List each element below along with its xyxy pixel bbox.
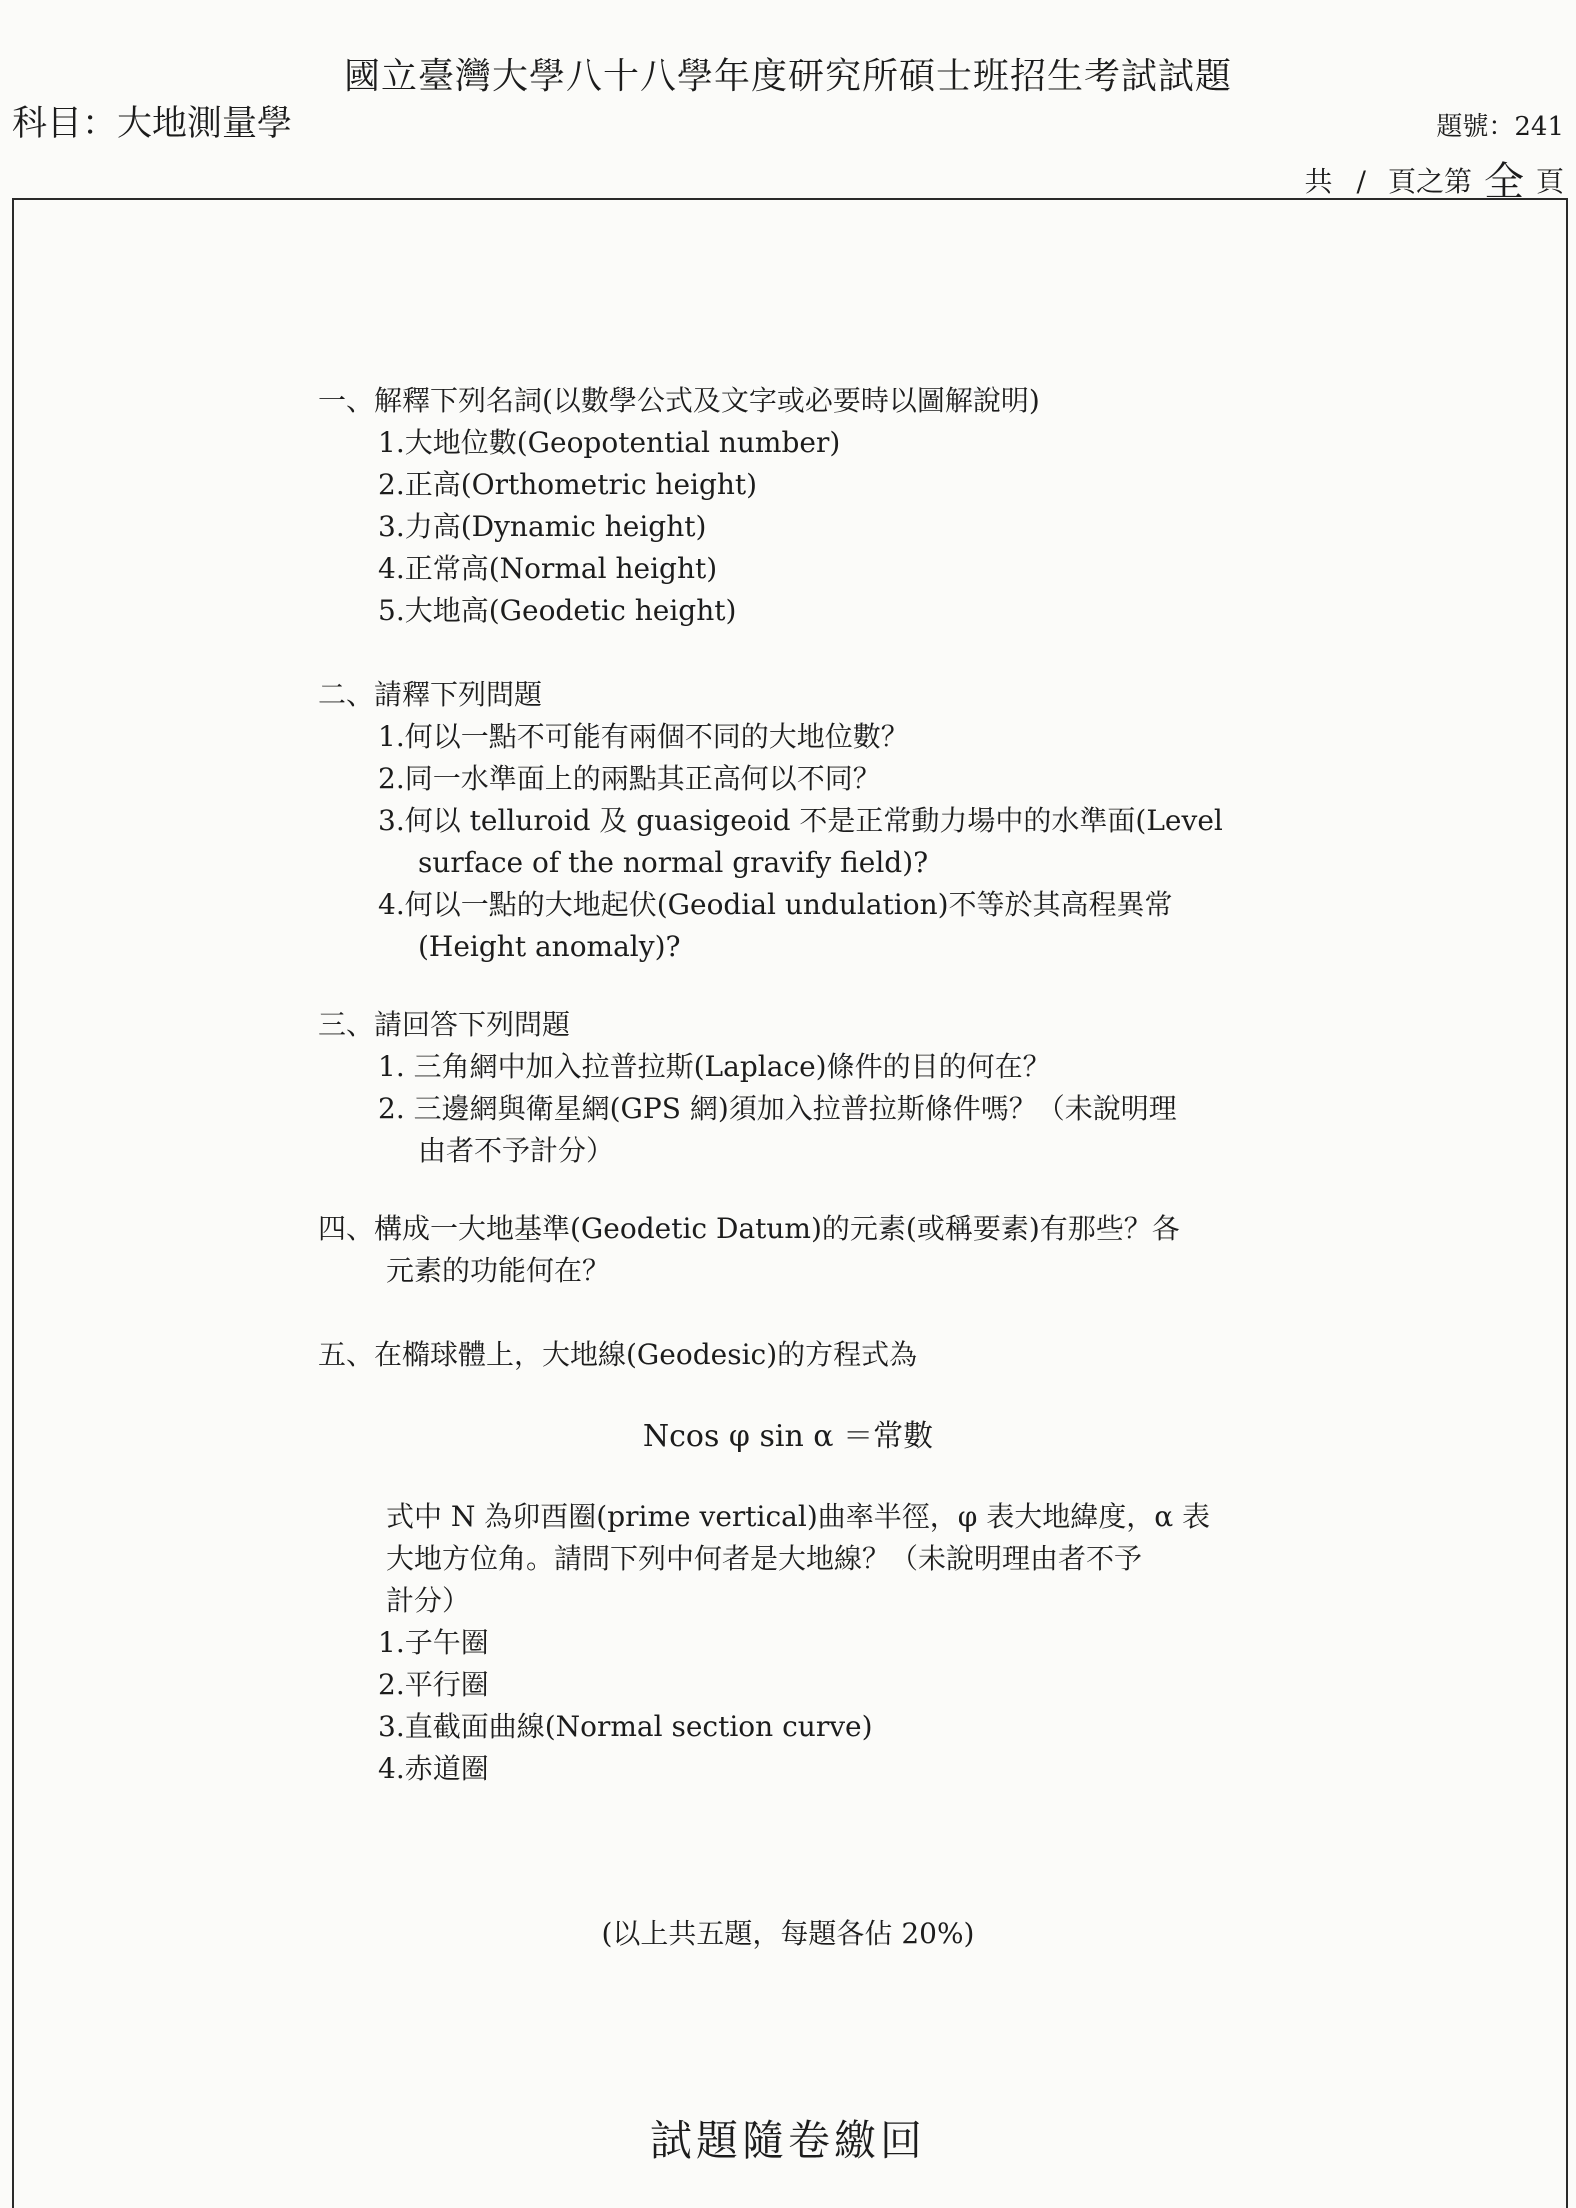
page-suffix: 頁 (1535, 165, 1564, 198)
question-1-item: 3.力高(Dynamic height) (378, 510, 707, 543)
question-1-item: 5.大地高(Geodetic height) (378, 594, 737, 627)
question-5-heading: 五、在橢球體上，大地線(Geodesic)的方程式為 (318, 1338, 918, 1371)
question-5-item: 2.平行圈 (378, 1668, 489, 1701)
question-2-item: 1.何以一點不可能有兩個不同的大地位數？ (378, 720, 909, 753)
question-5-desc: 大地方位角。請問下列中何者是大地線？（未說明理由者不予 (386, 1542, 1143, 1575)
question-1-heading: 一、解釋下列名詞(以數學公式及文字或必要時以圖解說明) (318, 384, 1040, 417)
question-5-item: 1.子午圈 (378, 1626, 489, 1659)
question-5-desc: 式中 N 為卯酉圈(prime vertical)曲率半徑，φ 表大地緯度，α 表 (386, 1500, 1211, 1533)
question-4 (318, 1208, 1180, 1292)
page-total: 全 (1483, 159, 1524, 205)
question-3 (318, 1004, 1177, 1172)
question-2 (318, 674, 1223, 968)
question-2-item: 4.何以一點的大地起伏(Geodial undulation)不等於其高程異常 (378, 888, 1173, 921)
subject-label: 科目：大地測量學 (12, 104, 293, 144)
question-3-item-cont: 由者不予計分） (418, 1134, 615, 1167)
question-2-item-cont: surface of the normal gravify field)? (418, 846, 929, 879)
question-2-heading: 二、請釋下列問題 (318, 678, 543, 711)
question-1-item: 2.正高(Orthometric height) (378, 468, 758, 501)
question-4-line: 四、構成一大地基準(Geodetic Datum)的元素(或稱要素)有那些？各 (318, 1212, 1180, 1245)
score-note: (以上共五題，每題各佔 20%) (601, 1917, 975, 1950)
page-mid: 頁之第 (1387, 165, 1472, 198)
question-5-item: 4.赤道圈 (378, 1752, 489, 1785)
question-1-item: 1.大地位數(Geopotential number) (378, 426, 841, 459)
question-3-heading: 三、請回答下列問題 (318, 1008, 571, 1041)
question-2-item-cont: (Height anomaly)? (418, 930, 681, 963)
exam-code: 題號：241 (1436, 112, 1564, 142)
question-5 (318, 1334, 917, 1376)
question-5-item: 3.直截面曲線(Normal section curve) (378, 1710, 873, 1743)
question-5-desc: 計分） (386, 1584, 471, 1617)
question-3-item: 1. 三角網中加入拉普拉斯(Laplace)條件的目的何在？ (378, 1050, 1051, 1083)
question-3-item: 2. 三邊網與衛星網(GPS 網)須加入拉普拉斯條件嗎？（未說明理 (378, 1092, 1177, 1125)
question-2-item: 3.何以 telluroid 及 guasigeoid 不是正常動力場中的水準面(Level (378, 804, 1223, 837)
page-prefix: 共 (1304, 165, 1333, 198)
geodesic-formula: Ncos φ sin α ＝常數 (642, 1419, 934, 1454)
question-1-item: 4.正常高(Normal height) (378, 552, 718, 585)
question-5-body (318, 1496, 1210, 1790)
question-2-item: 2.同一水準面上的兩點其正高何以不同？ (378, 762, 881, 795)
question-1 (318, 380, 1040, 632)
question-4-line: 元素的功能何在？ (386, 1254, 611, 1287)
return-note: 試題隨卷繳回 (649, 2116, 926, 2165)
exam-title: 國立臺灣大學八十八學年度研究所碩士班招生考試試題 (343, 56, 1232, 97)
page-slash: / (1356, 165, 1366, 198)
